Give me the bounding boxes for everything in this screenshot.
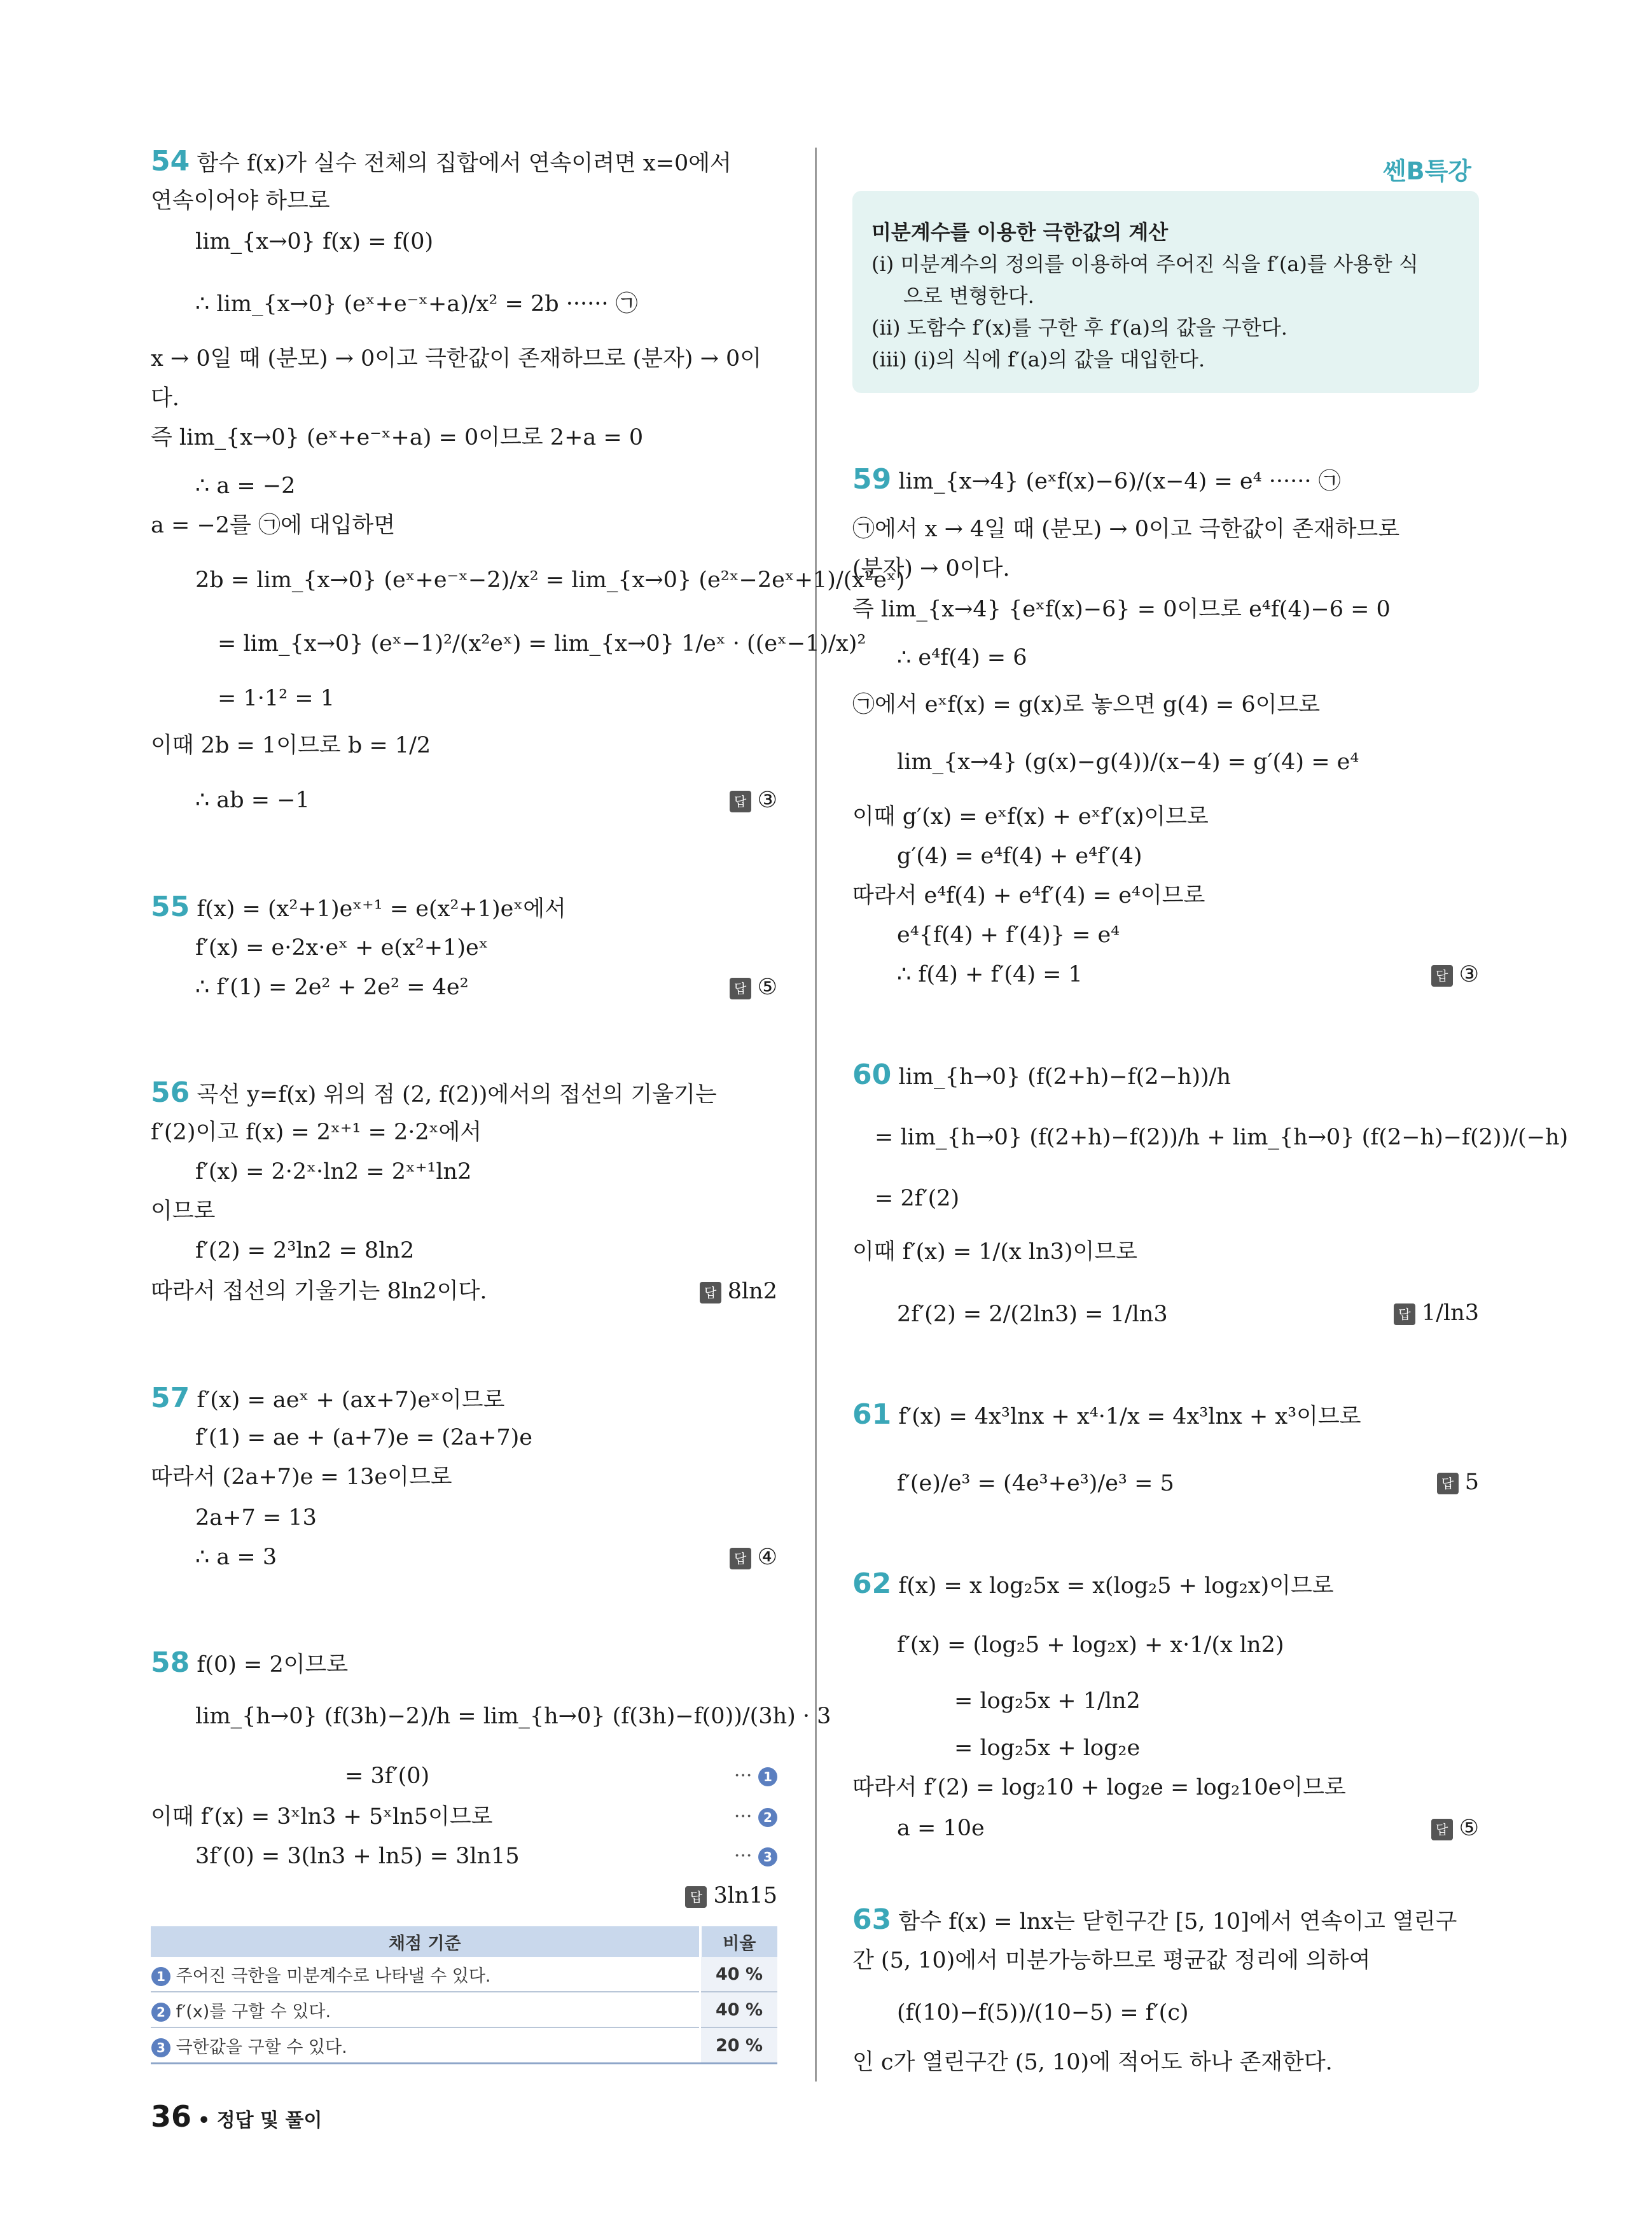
- step-circle-icon: 1: [151, 1967, 170, 1986]
- answer-icon: 답: [1437, 1473, 1459, 1494]
- problem-number-60: 60: [852, 1059, 892, 1091]
- grading-header-ratio: 비율: [700, 1926, 778, 1957]
- answer-icon: 답: [685, 1886, 707, 1908]
- step-circle-icon: 3: [151, 2038, 170, 2057]
- problem-57-line-0: 57 f′(x) = aeˣ + (ax+7)eˣ이므로: [151, 1382, 505, 1414]
- table-row: [151, 1992, 777, 2027]
- tip-item-2: (ii) 도함수 f′(x)를 구한 후 f′(a)의 값을 구한다.: [871, 316, 1288, 340]
- problem-63-line-0: 63 함수 f(x) = lnx는 닫힌구간 [5, 10]에서 연속이고 열린구: [852, 1903, 1457, 1936]
- grading-header-criteria: 채점 기준: [151, 1926, 700, 1957]
- problem-54-line-6: 즉 lim_{x→0} (eˣ+e⁻ˣ+a) = 0이므로 2+a = 0: [151, 425, 644, 450]
- answer-56: 답 8ln2: [700, 1279, 777, 1304]
- problem-63-line-2: (f(10)−f(5))/(10−5) = f′(c): [897, 2000, 1189, 2026]
- problem-59-line-4: ∴ e⁴f(4) = 6: [897, 645, 1027, 671]
- answer-59: 답 ③: [1431, 962, 1479, 987]
- problem-number-62: 62: [852, 1567, 892, 1600]
- problem-58-line-4: 3f′(0) = 3(ln3 + ln5) = 3ln15: [195, 1844, 520, 1869]
- problem-57-line-2: 따라서 (2a+7)e = 13e이므로: [151, 1464, 452, 1490]
- problem-number-57: 57: [151, 1382, 190, 1414]
- tip-item-1: (i) 미분계수의 정의를 이용하여 주어진 식을 f′(a)를 사용한 식: [871, 252, 1419, 276]
- problem-59-line-6: lim_{x→4} (g(x)−g(4))/(x−4) = g′(4) = e⁴: [897, 749, 1359, 775]
- answer-icon: 답: [730, 978, 751, 999]
- answer-54: 답 ③: [730, 788, 777, 813]
- problem-number-55: 55: [151, 891, 190, 923]
- problem-59-line-3: 즉 lim_{x→4} {eˣf(x)−6} = 0이므로 e⁴f(4)−6 = 0: [852, 597, 1391, 622]
- problem-62-line-0: 62 f(x) = x log₂5x = x(log₂5 + log₂x)이므로: [852, 1567, 1334, 1600]
- problem-number-59: 59: [852, 463, 892, 496]
- problem-59-line-1: ㉠에서 x → 4일 때 (분모) → 0이고 극한값이 존재하므로: [852, 517, 1400, 542]
- answer-55: 답 ⑤: [730, 975, 777, 1000]
- problem-55-line-2: ∴ f′(1) = 2e² + 2e² = 4e²: [195, 975, 469, 1000]
- problem-56-line-3: 이므로: [151, 1199, 216, 1224]
- problem-54-line-11: = 1·1² = 1: [218, 686, 335, 711]
- grading-percent: 40 %: [700, 1957, 778, 1992]
- problem-number-54: 54: [151, 145, 190, 177]
- problem-57-line-4: ∴ a = 3: [195, 1545, 277, 1570]
- problem-59-line-7: 이때 g′(x) = eˣf(x) + eˣf′(x)이므로: [852, 804, 1209, 830]
- page-footer: [151, 2099, 322, 2134]
- problem-54-line-3: ∴ lim_{x→0} (eˣ+e⁻ˣ+a)/x² = 2b ······ ㉠: [195, 291, 638, 317]
- problem-number-58: 58: [151, 1646, 190, 1679]
- problem-60-line-2: = 2f′(2): [875, 1186, 960, 1211]
- tip-box: [852, 191, 1479, 393]
- grading-criterion: 3 극한값을 구할 수 있다.: [151, 2027, 700, 2064]
- right-column: [852, 0, 1569, 2231]
- column-divider: [815, 148, 817, 2082]
- answer-icon: 답: [1394, 1303, 1415, 1325]
- problem-54-line-2: lim_{x→0} f(x) = f(0): [195, 229, 434, 254]
- problem-54-line-4: x → 0일 때 (분모) → 0이고 극한값이 존재하므로 (분자) → 0이: [151, 346, 762, 372]
- problem-62-line-1: f′(x) = (log₂5 + log₂x) + x·1/(x ln2): [897, 1632, 1284, 1658]
- grading-percent: 20 %: [700, 2027, 778, 2064]
- problem-59-line-8: g′(4) = e⁴f(4) + e⁴f′(4): [897, 844, 1142, 869]
- problem-54-line-7: ∴ a = −2: [195, 473, 296, 499]
- problem-61-line-1: f′(e)/e³ = (4e³+e³)/e³ = 5: [897, 1471, 1174, 1496]
- problem-60-line-0: 60 lim_{h→0} (f(2+h)−f(2−h))/h: [852, 1059, 1232, 1091]
- problem-57-line-1: f′(1) = ae + (a+7)e = (2a+7)e: [195, 1425, 533, 1450]
- problem-59-line-5: ㉠에서 eˣf(x) = g(x)로 놓으면 g(4) = 6이므로: [852, 692, 1321, 718]
- problem-58-line-0: 58 f(0) = 2이므로: [151, 1646, 349, 1679]
- problem-56-line-2: f′(x) = 2·2ˣ·ln2 = 2ˣ⁺¹ln2: [195, 1159, 472, 1185]
- step-marker-3: ··· 3: [734, 1845, 777, 1867]
- grading-table: [151, 1926, 777, 2064]
- problem-60-line-1: = lim_{h→0} (f(2+h)−f(2))/h + lim_{h→0} (f(2−h)−f(2))/(−h): [875, 1125, 1569, 1150]
- problem-57-line-3: 2a+7 = 13: [195, 1505, 317, 1531]
- problem-56-line-1: f′(2)이고 f(x) = 2ˣ⁺¹ = 2·2ˣ에서: [151, 1120, 482, 1145]
- answer-icon: 답: [1431, 1819, 1453, 1840]
- step-circle-icon: 2: [151, 2003, 170, 2022]
- tip-title: 미분계수를 이용한 극한값의 계산: [871, 220, 1169, 244]
- table-row: [151, 1957, 777, 1992]
- problem-54-line-5: 다.: [151, 386, 179, 411]
- answer-57: 답 ④: [730, 1545, 777, 1570]
- answer-60: 답 1/ln3: [1394, 1300, 1479, 1326]
- page-number: 36: [151, 2099, 192, 2134]
- tip-item-3: (iii) (i)의 식에 f′(a)의 값을 대입한다.: [871, 347, 1205, 372]
- problem-60-line-3: 이때 f′(x) = 1/(x ln3)이므로: [852, 1239, 1137, 1265]
- answer-61: 답 5: [1437, 1470, 1479, 1495]
- problem-62-line-3: = log₂5x + log₂e: [954, 1735, 1141, 1761]
- problem-63-line-1: 간 (5, 10)에서 미분가능하므로 평균값 정리에 의하여: [852, 1948, 1371, 1973]
- problem-56-line-5: 따라서 접선의 기울기는 8ln2이다.: [151, 1279, 487, 1304]
- problem-59-line-2: (분자) → 0이다.: [852, 556, 1010, 581]
- problem-59-line-10: e⁴{f(4) + f′(4)} = e⁴: [897, 922, 1120, 948]
- problem-59-line-0: 59 lim_{x→4} (eˣf(x)−6)/(x−4) = e⁴ ······ ㉠: [852, 463, 1341, 496]
- tip-item-1-cont: 으로 변형한다.: [903, 284, 1034, 308]
- problem-54-line-9: 2b = lim_{x→0} (eˣ+e⁻ˣ−2)/x² = lim_{x→0} (e²ˣ−2eˣ+1)/(x²eˣ): [195, 567, 905, 593]
- step-marker-2: ··· 2: [734, 1805, 777, 1828]
- grading-criterion: 1 주어진 극한을 미분계수로 나타낼 수 있다.: [151, 1957, 700, 1992]
- answer-58: 답 3ln15: [685, 1883, 777, 1908]
- problem-54-line-12: 이때 2b = 1이므로 b = 1/2: [151, 733, 431, 758]
- grading-table-header: [151, 1926, 777, 1957]
- problem-56-line-0: 56 곡선 y=f(x) 위의 점 (2, f(2))에서의 접선의 기울기는: [151, 1076, 717, 1109]
- problem-63-line-3: 인 c가 열린구간 (5, 10)에 적어도 하나 존재한다.: [852, 2050, 1333, 2075]
- problem-59-line-9: 따라서 e⁴f(4) + e⁴f′(4) = e⁴이므로: [852, 883, 1205, 908]
- problem-56-line-4: f′(2) = 2³ln2 = 8ln2: [195, 1238, 415, 1263]
- answer-icon: 답: [730, 1548, 751, 1569]
- answer-icon: 답: [1431, 965, 1453, 987]
- problem-number-63: 63: [852, 1903, 892, 1936]
- table-row: [151, 2027, 777, 2064]
- problem-58-line-2: = 3f′(0): [345, 1763, 430, 1789]
- problem-59-line-11: ∴ f(4) + f′(4) = 1: [897, 962, 1083, 987]
- problem-62-line-2: = log₂5x + 1/ln2: [954, 1688, 1141, 1714]
- problem-60-line-4: 2f′(2) = 2/(2ln3) = 1/ln3: [897, 1302, 1168, 1327]
- problem-number-61: 61: [852, 1398, 892, 1431]
- problem-number-56: 56: [151, 1076, 190, 1109]
- problem-58-line-1: lim_{h→0} (f(3h)−2)/h = lim_{h→0} (f(3h)−f(0))/(3h) · 3: [195, 1704, 831, 1729]
- problem-62-line-4: 따라서 f′(2) = log₂10 + log₂e = log₂10e이므로: [852, 1775, 1346, 1800]
- problem-54-line-1: 연속이어야 하므로: [151, 188, 330, 214]
- grading-criterion: 2 f′(x)를 구할 수 있다.: [151, 1992, 700, 2027]
- problem-54-line-0: 54 함수 f(x)가 실수 전체의 집합에서 연속이려면 x=0에서: [151, 145, 732, 177]
- grading-percent: 40 %: [700, 1992, 778, 2027]
- answer-icon: 답: [700, 1282, 721, 1303]
- problem-54-line-13: ∴ ab = −1: [195, 788, 310, 813]
- problem-55-line-0: 55 f(x) = (x²+1)eˣ⁺¹ = e(x²+1)eˣ에서: [151, 891, 566, 923]
- tip-tab: 쎈B특강: [1382, 157, 1471, 185]
- problem-54-line-10: = lim_{x→0} (eˣ−1)²/(x²eˣ) = lim_{x→0} 1/eˣ · ((eˣ−1)/x)²: [218, 631, 866, 657]
- problem-62-line-5: a = 10e: [897, 1816, 985, 1841]
- step-marker-1: ··· 1: [734, 1765, 777, 1787]
- footer-label: • 정답 및 풀이: [198, 2109, 323, 2132]
- problem-55-line-1: f′(x) = e·2x·eˣ + e(x²+1)eˣ: [195, 935, 489, 961]
- answer-icon: 답: [730, 791, 751, 812]
- problem-58-line-3: 이때 f′(x) = 3ˣln3 + 5ˣln5이므로: [151, 1804, 493, 1830]
- problem-54-line-8: a = −2를 ㉠에 대입하면: [151, 513, 396, 538]
- problem-61-line-0: 61 f′(x) = 4x³lnx + x⁴·1/x = 4x³lnx + x³이므로: [852, 1398, 1361, 1431]
- answer-62: 답 ⑤: [1431, 1816, 1479, 1841]
